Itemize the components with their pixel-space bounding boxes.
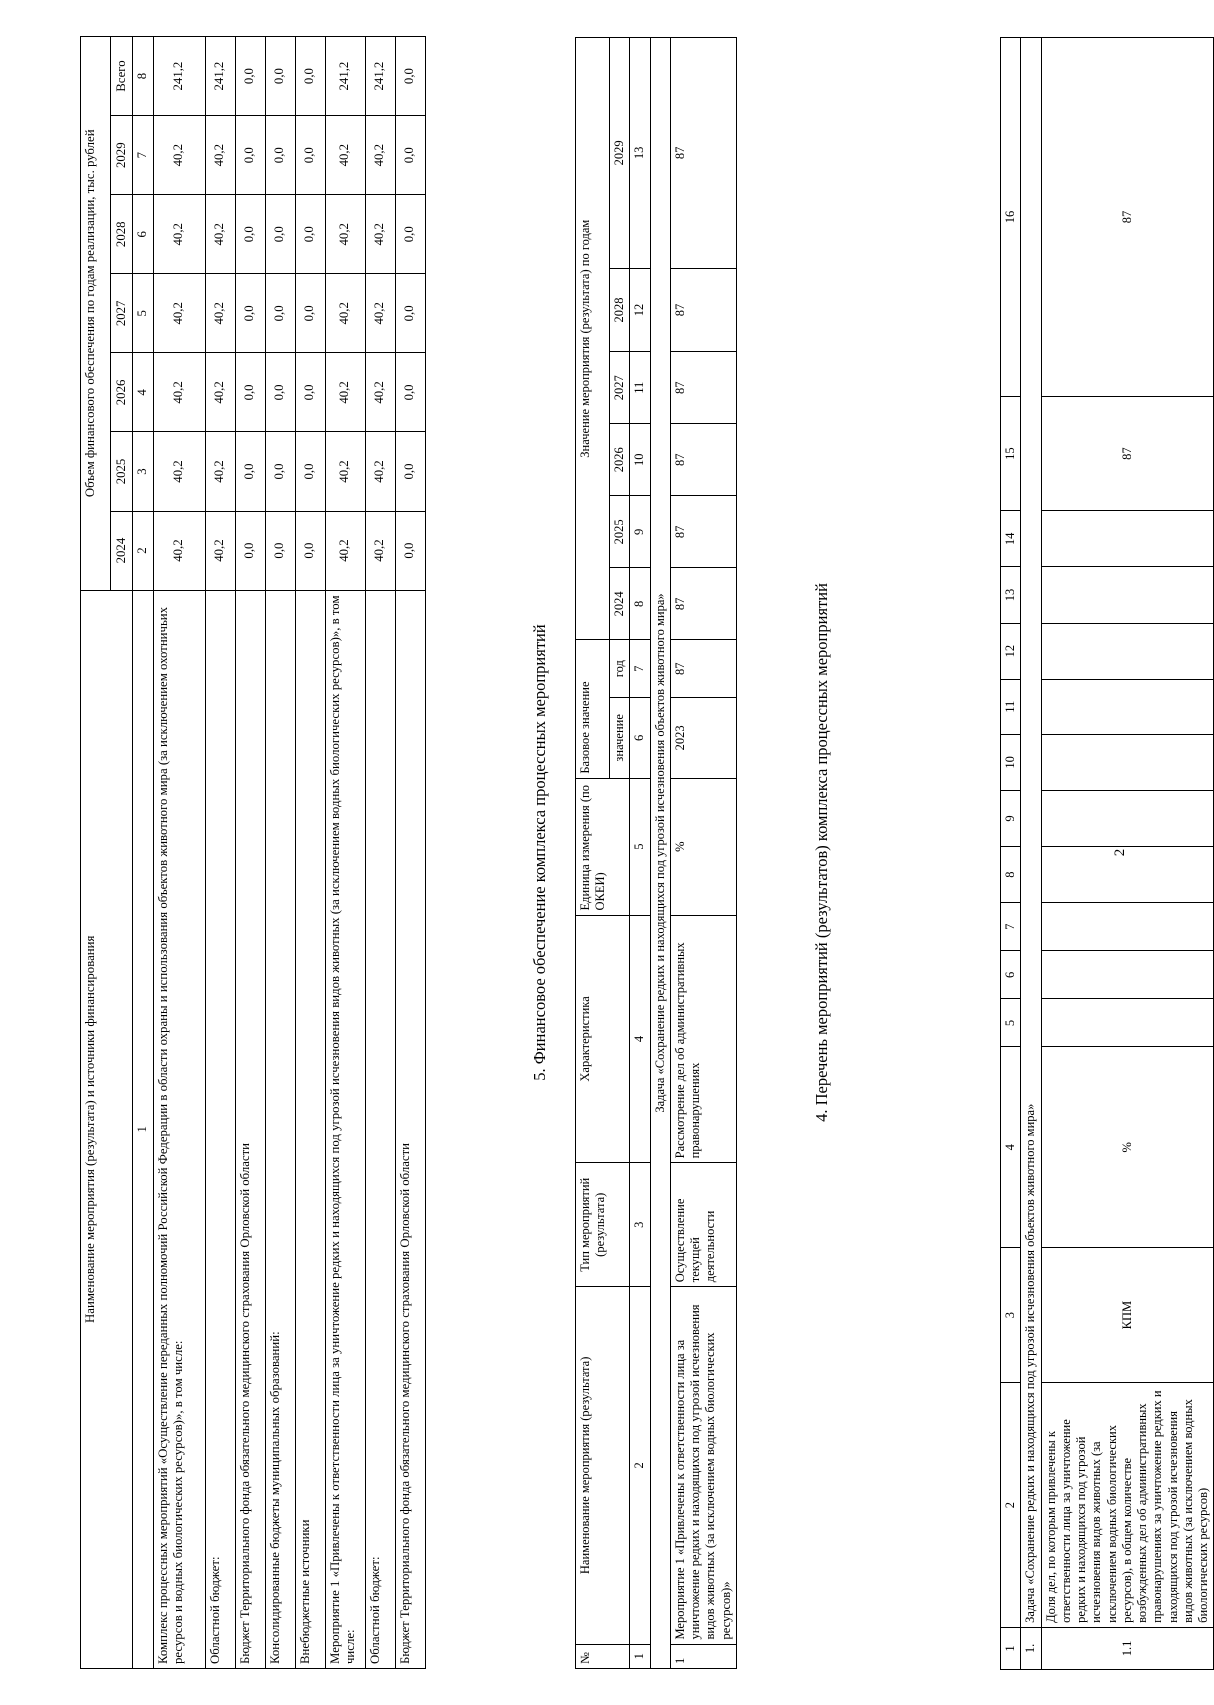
row-number: 1.1 [1041,1627,1214,1669]
header-values-by-year: Значение мероприятия (результата) по годам [576,38,610,640]
header-base-value: значение [610,698,630,779]
header-base-year: год [610,640,630,698]
col-number: 9 [1001,790,1021,846]
col-number: 13 [1001,567,1021,623]
finance-value: 40,2 [365,195,395,274]
finance-table [80,36,426,1669]
measure-value: 87 [670,568,736,640]
header-year: 2025 [610,496,630,568]
section5-title: 5. Финансовое обеспечение комплекса процессных мероприятий [530,624,549,1081]
col-number: 2 [630,1287,650,1644]
col-number: 13 [630,38,650,269]
col-number: 11 [1001,679,1021,734]
finance-value: 0,0 [235,116,265,195]
col-number: 2 [1001,1383,1021,1628]
finance-value: 40,2 [153,195,205,274]
col-number: 5 [1001,999,1021,1047]
finance-value: 0,0 [265,116,295,195]
finance-value: 0,0 [295,274,325,353]
col-number: 6 [630,698,650,779]
finance-value: 40,2 [153,353,205,432]
col-number: 12 [1001,623,1021,679]
indicator-unit: % [1041,1047,1214,1247]
col-number: 3 [1001,1247,1021,1382]
col-number: 15 [1001,397,1021,511]
header-year: 2027 [111,274,133,353]
finance-total: 0,0 [295,37,325,116]
finance-row-name: Мероприятие 1 «Привлечены к ответственности лица за уничтожение редких и находящихся под угрозой исчезновения видов животных (за исключением водных биологических ресурсов)», в том числе: [325,590,365,1668]
finance-value: 0,0 [295,353,325,432]
finance-value: 0,0 [265,274,295,353]
finance-value: 40,2 [205,274,235,353]
measure-value: 87 [670,424,736,496]
finance-value: 0,0 [235,195,265,274]
finance-total: 241,2 [325,37,365,116]
finance-value: 40,2 [325,511,365,590]
indicators-table [1000,37,1214,1670]
finance-value: 0,0 [395,511,425,590]
header-total: Всего [111,37,133,116]
finance-total: 241,2 [153,37,205,116]
finance-value: 0,0 [235,511,265,590]
header-year: 2026 [610,424,630,496]
col-number: 5 [630,778,650,915]
finance-value: 40,2 [365,511,395,590]
col-number: 12 [630,268,650,352]
col-number: 1 [630,1644,650,1668]
finance-value: 0,0 [395,432,425,511]
col-number: 2 [133,511,154,590]
finance-value: 40,2 [153,432,205,511]
col-number: 14 [1001,511,1021,567]
finance-value: 40,2 [365,274,395,353]
task-row: Задача «Сохранение редких и находящихся под угрозой исчезновения объектов животного мира» [1021,38,1041,1628]
finance-row-name: Бюджет Территориального фонда обязательного медицинского страхования Орловской области [235,590,265,1668]
finance-value: 0,0 [295,432,325,511]
col-number: 10 [1001,734,1021,790]
col-number: 8 [1001,847,1021,903]
header-year: 2029 [111,116,133,195]
measure-value: 87 [670,352,736,424]
header-num: № [576,1644,630,1668]
finance-total: 241,2 [205,37,235,116]
col-number: 7 [133,116,154,195]
measures-table [575,37,737,1669]
finance-row-name: Областной бюджет: [365,590,395,1668]
finance-value: 40,2 [205,116,235,195]
header-year: 2029 [610,38,630,269]
measure-value: 87 [670,268,736,352]
finance-value: 40,2 [205,511,235,590]
col-number: 3 [133,432,154,511]
finance-value: 40,2 [205,353,235,432]
header-name: Наименование мероприятия (результата) [576,1287,630,1644]
col-number: 10 [630,424,650,496]
measure-characteristic: Рассмотрение дел об административных правонарушениях [670,915,736,1163]
finance-value: 40,2 [153,511,205,590]
task-number: 1. [1021,1627,1041,1669]
col-number: 16 [1001,38,1021,397]
finance-row-name: Бюджет Территориального фонда обязательного медицинского страхования Орловской области [395,590,425,1668]
measure-base-value: 2023 [670,698,736,779]
finance-value: 40,2 [365,432,395,511]
task-row: Задача «Сохранение редких и находящихся под угрозой исчезновения объектов животного мира» [650,38,670,1669]
col-number: 11 [630,352,650,424]
header-year: 2028 [610,268,630,352]
indicator-value-col15: 87 [1041,397,1214,511]
finance-value: 40,2 [205,432,235,511]
finance-value: 0,0 [295,511,325,590]
finance-value: 0,0 [295,195,325,274]
header-unit: Единица измерения (по ОКЕИ) [576,778,630,915]
indicator-value-col16: 87 [1041,38,1214,397]
header-year: 2025 [111,432,133,511]
finance-total: 0,0 [395,37,425,116]
finance-value: 0,0 [265,432,295,511]
col-number: 9 [630,496,650,568]
col-number: 8 [133,37,154,116]
measure-type: Осуществление текущей деятельности [670,1163,736,1287]
col-number: 7 [630,640,650,698]
measure-base-year: 87 [670,640,736,698]
header-type: Тип мероприятий (результата) [576,1163,630,1287]
col-number: 7 [1001,903,1021,951]
indicator-type: КПМ [1041,1247,1214,1382]
finance-value: 0,0 [395,116,425,195]
finance-total: 0,0 [235,37,265,116]
finance-total: 0,0 [265,37,295,116]
finance-value: 40,2 [205,195,235,274]
finance-value: 0,0 [235,432,265,511]
finance-value: 40,2 [325,195,365,274]
finance-row-name: Консолидированные бюджеты муниципальных образований: [265,590,295,1668]
col-number: 1 [133,590,154,1668]
finance-value: 40,2 [365,353,395,432]
header-year: 2026 [111,353,133,432]
measure-unit: % [670,778,736,915]
finance-row-name: Внебюджетные источники [295,590,325,1668]
measure-value: 87 [670,38,736,269]
header-year: 2024 [111,511,133,590]
col-number: 8 [630,568,650,640]
col-number: 6 [1001,951,1021,999]
finance-value: 0,0 [395,195,425,274]
finance-value: 0,0 [295,116,325,195]
col-number: 6 [133,195,154,274]
row-number: 1 [670,1644,736,1668]
col-number: 5 [133,274,154,353]
indicator-name: Доля дел, по которым привлечены к ответственности лица за уничтожение редких и находящихся под угрозой исчезновения видов животных (за исключением водных биологических ресурсов), в общем количестве возбужденных дел об административных правонарушениях за уничтожение редких и находящихся под угрозой исчезновения видов животных (за исключением водных биологических ресурсов) [1041,1383,1214,1628]
finance-value: 40,2 [153,116,205,195]
header-year: 2024 [610,568,630,640]
col-number: 4 [133,353,154,432]
finance-value: 40,2 [365,116,395,195]
finance-row-name: Областной бюджет: [205,590,235,1668]
finance-row-name: Комплекс процессных мероприятий «Осуществление переданных полномочий Российской Федерации в области охраны и использования объектов животного мира (за исключением охотничьих ресурсов и водных биологических ресурсов)», в том числе: [153,590,205,1668]
finance-value: 40,2 [153,274,205,353]
finance-value: 0,0 [265,511,295,590]
finance-value: 0,0 [235,353,265,432]
col-number: 1 [1001,1627,1021,1669]
section4-title: 4. Перечень мероприятий (результатов) комплекса процессных мероприятий [812,583,831,1122]
col-number: 4 [1001,1047,1021,1247]
finance-value: 40,2 [325,274,365,353]
finance-value: 0,0 [395,274,425,353]
finance-value: 40,2 [325,353,365,432]
header-year: 2027 [610,352,630,424]
col-number: 4 [630,915,650,1163]
header-name: Наименование мероприятия (результата) и источники финансирования [81,590,133,1668]
finance-value: 0,0 [265,353,295,432]
finance-value: 0,0 [265,195,295,274]
finance-value: 0,0 [395,353,425,432]
finance-total: 241,2 [365,37,395,116]
header-volume: Объем финансового обеспечения по годам реализации, тыс. рублей [81,37,111,591]
page-number: 2 [1112,848,1128,857]
col-number: 3 [630,1163,650,1287]
finance-value: 40,2 [325,432,365,511]
header-base: Базовое значение [576,640,610,778]
finance-value: 40,2 [325,116,365,195]
header-year: 2028 [111,195,133,274]
header-characteristic: Характеристика [576,915,630,1163]
measure-value: 87 [670,496,736,568]
measure-name: Мероприятие 1 «Привлечены к ответственности лица за уничтожение редких и находящихся под угрозой исчезновения видов животных (за исключением водных биологических ресурсов)» [670,1287,736,1644]
finance-value: 0,0 [235,274,265,353]
